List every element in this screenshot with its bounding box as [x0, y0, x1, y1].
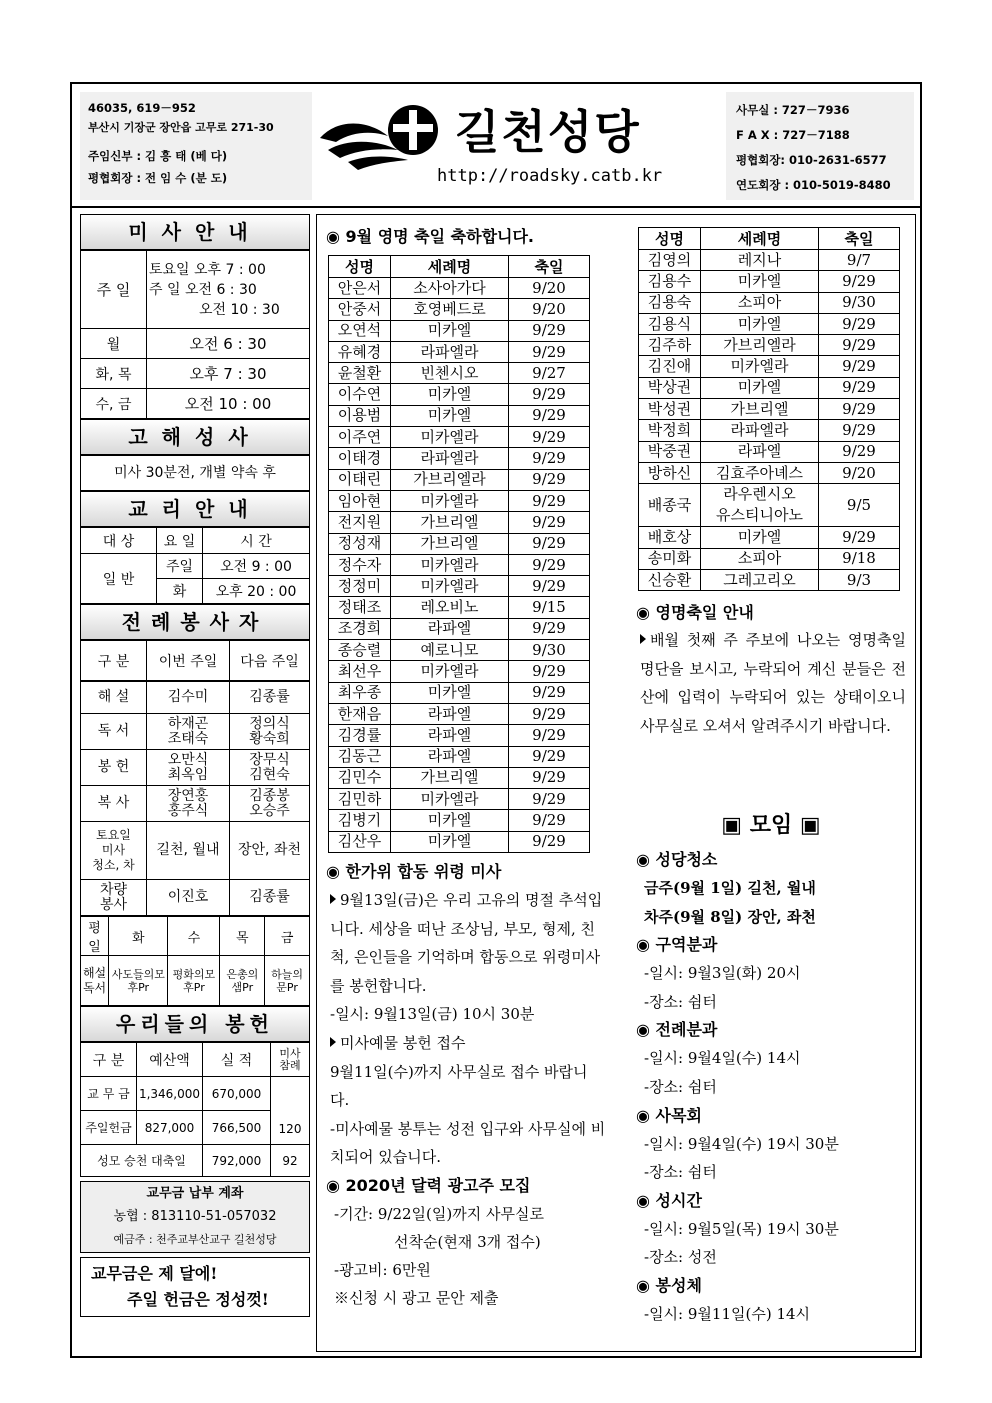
feast-day: 9/30: [509, 640, 590, 661]
feast-day: 9/29: [819, 377, 900, 398]
feast-name: 한재음: [329, 703, 391, 724]
feast-header: 세례명: [391, 256, 509, 278]
feast-baptismal-name: 라파엘라: [391, 448, 509, 469]
col-header: 다음 주일: [230, 641, 310, 681]
feast-name: 정수자: [329, 554, 391, 575]
offering-actual: 670,000: [203, 1077, 271, 1111]
feast-baptismal-name: 미카엘: [391, 831, 509, 852]
weekday-server: 사도들의모후Pr: [109, 956, 168, 1006]
confession-section-title: 고해성사: [80, 419, 310, 455]
feast-name: 방하신: [639, 462, 701, 483]
feast-day: 9/29: [509, 469, 590, 490]
homepage-link[interactable]: http://roadsky.catb.kr: [437, 166, 663, 186]
offering-attendance: [271, 1077, 310, 1145]
feast-name: 김용수: [639, 271, 701, 292]
feast-baptismal-name: 소피아: [701, 548, 819, 569]
meeting-item: [636, 1016, 906, 1101]
feast-info-text: [636, 626, 906, 740]
feast-baptismal-name: 가브리엘라: [701, 335, 819, 356]
feast-name: 배호상: [639, 527, 701, 548]
slogan-line: 주일 헌금은 정성껏!: [127, 1290, 269, 1309]
church-name: 길천성당: [455, 105, 641, 159]
feast-baptismal-name: 라파엘: [701, 441, 819, 462]
feast-name: 안중서: [329, 299, 391, 320]
youth-phone: 연도회장 : 010-5019-8480: [736, 178, 891, 192]
confession-text: 미사 30분전, 개별 약속 후: [80, 455, 310, 491]
header-right-box: [726, 92, 914, 200]
offering-actual: 766,500: [203, 1111, 271, 1145]
feast-day: 9/18: [819, 548, 900, 569]
chuseok-line: 9월11일(수)까지 사무실로 접수 바랍니다.: [330, 1062, 588, 1110]
feast-baptismal-name: 그레고리오: [701, 569, 819, 590]
left-column: [80, 214, 310, 1317]
server-this: 하재곤 조태숙: [147, 714, 230, 750]
feast-name: 종승렬: [329, 640, 391, 661]
feast-day: 9/29: [509, 405, 590, 426]
meeting-title: ◉ 구역분과: [636, 935, 718, 955]
catechism-target: 일 반: [81, 554, 157, 604]
feast-name: 김주하: [639, 335, 701, 356]
feast-header: 축일: [509, 256, 590, 278]
feast-day: 9/29: [819, 356, 900, 377]
calendar-line: -기간: 9/22일(일)까지 사무실로: [334, 1204, 544, 1223]
feast-day: 9/20: [509, 278, 590, 299]
mass-table: [80, 250, 310, 419]
feast-baptismal-name: 미카엘: [391, 320, 509, 341]
feast-day: 9/29: [509, 427, 590, 448]
feast-day: 9/29: [509, 576, 590, 597]
meeting-line: -일시: 9월4일(수) 19시 30분: [644, 1134, 839, 1153]
feast-name: 조경희: [329, 618, 391, 639]
server-next: 김종률: [230, 682, 310, 714]
feast-name: 이수연: [329, 384, 391, 405]
chuseok-text: [326, 886, 606, 1172]
header-divider: [70, 206, 922, 208]
feast-table-2: [638, 227, 900, 591]
catechism-day: 화: [157, 579, 203, 604]
feast-day: 9/29: [509, 831, 590, 852]
meeting-line: -장소: 성전: [644, 1248, 717, 1267]
feast-baptismal-name: 미카엘라: [391, 789, 509, 810]
feast-day: 9/29: [509, 533, 590, 554]
meeting-title: ▣ 모임 ▣: [721, 813, 821, 838]
feast-day: 9/29: [819, 441, 900, 462]
feast-baptismal-name: 김효주아녜스: [701, 462, 819, 483]
catechism-table: [80, 527, 310, 604]
feast-day: 9/29: [509, 448, 590, 469]
server-next: 정의식 황숙희: [230, 714, 310, 750]
server-this: 길천, 월내: [147, 822, 230, 880]
feast-day: 9/5: [819, 484, 900, 527]
meeting-line: -장소: 쉼터: [644, 992, 717, 1011]
feast-baptismal-name: 라파엘라: [391, 341, 509, 362]
feast-info-title: ◉ 영명축일 안내: [636, 603, 754, 622]
feast-name: 김병기: [329, 810, 391, 831]
server-role: 독 서: [81, 714, 147, 750]
feast-day: 9/7: [819, 250, 900, 271]
feast-day: 9/29: [509, 746, 590, 767]
meeting-line: -장소: 쉼터: [644, 1163, 717, 1182]
office-phone: 사무실 : 727－7936: [736, 103, 850, 117]
feast-day: 9/29: [509, 490, 590, 511]
offering-key: 성모 승천 대축일: [81, 1145, 203, 1177]
feast-baptismal-name: 가브리엘: [391, 767, 509, 788]
sunday-mass-line: 오전 10 : 30: [199, 301, 280, 318]
feast-name: 이태경: [329, 448, 391, 469]
mass-section-title: 미사안내: [80, 214, 310, 250]
chuseok-block: [326, 858, 606, 1312]
offering-table: [80, 1042, 310, 1177]
feast-table-1: [328, 255, 590, 853]
feast-name: 정태조: [329, 597, 391, 618]
feast-baptismal-name: 가브리엘: [391, 533, 509, 554]
attendance-count: 120: [278, 1122, 302, 1136]
meeting-item: [636, 846, 906, 931]
col-header: 구 분: [81, 641, 147, 681]
feast-title: ◉ 9월 영명 축일 축하합니다.: [326, 227, 535, 246]
feast-header: 축일: [819, 228, 900, 250]
feast-name: 김경률: [329, 725, 391, 746]
server-role: 복 사: [81, 786, 147, 822]
server-next: 장무식 김현숙: [230, 750, 310, 786]
feast-name: 이태린: [329, 469, 391, 490]
feast-baptismal-name: 빈첸시오: [391, 363, 509, 384]
feast-baptismal-name: 미카엘라: [701, 356, 819, 377]
server-next: 김종률: [230, 880, 310, 916]
catechism-day: 주일: [157, 554, 203, 579]
feast-name: 박상권: [639, 377, 701, 398]
mass-day: 월: [81, 329, 147, 359]
feast-name: 안은서: [329, 278, 391, 299]
feast-name: 김산우: [329, 831, 391, 852]
server-this: 이진호: [147, 880, 230, 916]
feast-baptismal-name: 가브리엘: [701, 399, 819, 420]
feast-name: 김진애: [639, 356, 701, 377]
feast-baptismal-name: 가브리엘: [391, 512, 509, 533]
feast-day: 9/29: [509, 512, 590, 533]
chuseok-line: 9월13일(금)은 우리 고유의 명절 추석입니다. 세상을 떠난 조상님, 부모, 형제, 친척, 은인들을 기억하며 합동으로 위령미사를 봉헌합니다.: [330, 891, 603, 995]
feast-day: 9/29: [509, 661, 590, 682]
council-chair: 평협회장 : 전 임 수 (분 도): [88, 171, 228, 185]
feast-name: 유혜경: [329, 341, 391, 362]
weekday-header: 금: [265, 917, 310, 956]
meeting-line: -일시: 9월3일(화) 20시: [644, 964, 801, 983]
feast-baptismal-name: 미카엘라: [391, 661, 509, 682]
meeting-title: ◉ 성시간: [636, 1190, 702, 1210]
account-title: 교무금 납부 계좌: [146, 1186, 244, 1201]
feast-name: 김민하: [329, 789, 391, 810]
feast-name: 김용숙: [639, 292, 701, 313]
meeting-title: ◉ 사목회: [636, 1105, 702, 1125]
feast-day: 9/29: [509, 725, 590, 746]
feast-baptismal-name: 소사아가다: [391, 278, 509, 299]
feast-baptismal-name: 미카엘라: [391, 554, 509, 575]
feast-name: 배종국: [639, 484, 701, 527]
server-this: 장연홍 홍주식: [147, 786, 230, 822]
weekday-server: 은총의샘Pr: [220, 956, 265, 1006]
weekday-header: 수: [168, 917, 220, 956]
meeting-item: [636, 1272, 906, 1329]
account-box: [80, 1181, 310, 1253]
server-role: 해 설: [81, 682, 147, 714]
triangle-bullet-icon: [640, 634, 646, 644]
feast-baptismal-name: 미카엘: [701, 271, 819, 292]
feast-day: 9/29: [509, 789, 590, 810]
feast-header: 성명: [329, 256, 391, 278]
meeting-item: [636, 1187, 906, 1272]
feast-day: 9/29: [509, 703, 590, 724]
calendar-line: -광고비: 6만원: [334, 1260, 431, 1279]
col-header: 요 일: [157, 528, 203, 554]
chuseok-line: 미사예물 봉헌 접수: [340, 1033, 466, 1052]
weekday-header: 목: [220, 917, 265, 956]
feast-name: 전지원: [329, 512, 391, 533]
meetings-list: [636, 846, 906, 1329]
feast-day: 9/29: [819, 527, 900, 548]
feast-name: 박중권: [639, 441, 701, 462]
feast-day: 9/29: [819, 335, 900, 356]
feast-baptismal-name: 미카엘: [391, 384, 509, 405]
feast-day: 9/29: [509, 618, 590, 639]
feast-baptismal-name: 미카엘라: [391, 427, 509, 448]
feast-baptismal-name: 라파엘: [391, 725, 509, 746]
feast-day: 9/30: [819, 292, 900, 313]
feast-day: 9/20: [819, 462, 900, 483]
feast-name: 김영의: [639, 250, 701, 271]
feast-day: 9/27: [509, 363, 590, 384]
feast-name: 이주연: [329, 427, 391, 448]
meeting-line: 차주(9월 8일) 장안, 좌천: [644, 907, 816, 926]
feast-name: 김용식: [639, 313, 701, 334]
feast-day: 9/29: [819, 399, 900, 420]
server-role: 토요일 미사 청소, 차: [81, 822, 147, 880]
feast-name: 최선우: [329, 661, 391, 682]
feast-baptismal-name: 라파엘: [391, 703, 509, 724]
feast-name: 김민수: [329, 767, 391, 788]
feast-day: 9/15: [509, 597, 590, 618]
calendar-line: ※신청 시 광고 문안 제출: [334, 1288, 499, 1307]
feast-baptismal-name: 소피아: [701, 292, 819, 313]
col-header: 이번 주일: [147, 641, 230, 681]
offering-key: 주일헌금: [81, 1111, 137, 1145]
server-role: 차량 봉사: [81, 880, 147, 916]
server-section-title: 전례봉사자: [80, 604, 310, 640]
feast-info-line: 배월 첫째 주 주보에 나오는 영명축일 명단을 보시고, 누락되어 계신 분들은 전산에 입력이 누락되어 있는 상태이오니 사무실로 오셔서 알려주시기 바랍니다.: [640, 631, 906, 735]
feast-baptismal-name: 미카엘: [391, 810, 509, 831]
feast-day: 9/20: [509, 299, 590, 320]
server-next: 장안, 좌천: [230, 822, 310, 880]
feast-baptismal-name: 라우렌시오 유스티니아노: [701, 484, 819, 527]
weekday-server: 평화의모후Pr: [168, 956, 220, 1006]
mass-time: 오후 7 : 30: [147, 359, 310, 389]
feast-day: 9/29: [509, 320, 590, 341]
server-role: 봉 헌: [81, 750, 147, 786]
feast-info-block: [636, 600, 906, 740]
col-header: 예산액: [137, 1043, 203, 1077]
meeting-title: ◉ 전례분과: [636, 1020, 718, 1040]
feast-day: 9/29: [509, 554, 590, 575]
weekday-table: [80, 916, 310, 1006]
feast-baptismal-name: 예로니모: [391, 640, 509, 661]
feast-baptismal-name: 미카엘: [701, 377, 819, 398]
feast-day: 9/29: [509, 810, 590, 831]
council-phone: 평협회장: 010-2631-6577: [736, 153, 887, 167]
col-header: 미사 참례: [271, 1043, 310, 1077]
chuseok-line: -미사예물 봉투는 성전 입구와 사무실에 비치되어 있습니다.: [330, 1119, 606, 1167]
header-left-box: [80, 92, 312, 200]
meeting-line: -일시: 9월11일(수) 14시: [644, 1304, 811, 1323]
server-this: 오만식 최옥임: [147, 750, 230, 786]
account-holder: 예금주 : 천주교부산교구 길천성당: [113, 1233, 277, 1246]
feast-name: 오연석: [329, 320, 391, 341]
server-next: 김종봉 오승주: [230, 786, 310, 822]
feast-name: 송미화: [639, 548, 701, 569]
feast-name: 박성권: [639, 399, 701, 420]
feast-name: 최우종: [329, 682, 391, 703]
offering-key: 교 무 금: [81, 1077, 137, 1111]
chuseok-title: ◉ 한가위 합동 위령 미사: [326, 862, 502, 881]
feast-day: 9/29: [509, 767, 590, 788]
offering-budget: 827,000: [137, 1111, 203, 1145]
feast-name: 신승환: [639, 569, 701, 590]
col-header: 구 분: [81, 1043, 137, 1077]
postcode: 46035, 619－952: [88, 101, 196, 115]
offering-budget: 1,346,000: [137, 1077, 203, 1111]
meeting-item: [636, 1102, 906, 1187]
feast-name: 정정미: [329, 576, 391, 597]
mass-time: 오전 6 : 30: [147, 329, 310, 359]
feast-baptismal-name: 가브리엘라: [391, 469, 509, 490]
chuseok-line: -일시: 9월13일(금) 10시 30분: [330, 1005, 535, 1024]
mass-day: 수, 금: [81, 389, 147, 419]
account-number: 농협 : 813110-51-057032: [113, 1209, 277, 1224]
feast-name: 박정희: [639, 420, 701, 441]
feast-name: 윤철환: [329, 363, 391, 384]
meeting-line: -일시: 9월5일(목) 19시 30분: [644, 1219, 839, 1238]
calendar-line: 선착순(현재 3개 접수): [394, 1232, 541, 1251]
sunday-mass-line: 토요일 오후 7 : 00: [149, 261, 266, 278]
calendar-text: [326, 1200, 606, 1312]
server-this: 김수미: [147, 682, 230, 714]
meeting-line: 금주(9월 1일) 길천, 월내: [644, 879, 816, 897]
mass-day: 화, 목: [81, 359, 147, 389]
col-header: 실 적: [203, 1043, 271, 1077]
offering-actual: 792,000: [203, 1145, 271, 1177]
triangle-bullet-icon: [330, 894, 336, 904]
offering-section-title: 우리들의 봉헌: [80, 1006, 310, 1042]
feast-header: 세례명: [701, 228, 819, 250]
catechism-time: 오후 20 : 00: [203, 579, 310, 604]
feast-baptismal-name: 미카엘: [391, 682, 509, 703]
feast-baptismal-name: 미카엘라: [391, 490, 509, 511]
slogan-line: 교무금은 제 달에!: [91, 1264, 218, 1283]
feast-day: 9/29: [509, 682, 590, 703]
catechism-time: 오전 9 : 00: [203, 554, 310, 579]
feast-baptismal-name: 미카엘라: [391, 576, 509, 597]
feast-name: 정성재: [329, 533, 391, 554]
feast-day: 9/29: [819, 313, 900, 334]
fax-number: F A X : 727－7188: [736, 128, 850, 142]
server-rows: [80, 681, 310, 916]
feast-name: 김동근: [329, 746, 391, 767]
feast-baptismal-name: 라파엘: [391, 746, 509, 767]
slogan-box: [80, 1257, 310, 1317]
attendance-count: 92: [271, 1145, 310, 1177]
feast-baptismal-name: 미카엘: [701, 527, 819, 548]
col-header: 시 간: [203, 528, 310, 554]
weekday-header: 화: [109, 917, 168, 956]
feast-baptismal-name: 라파엘: [391, 618, 509, 639]
feast-baptismal-name: 미카엘: [391, 405, 509, 426]
feast-baptismal-name: 미카엘: [701, 313, 819, 334]
meeting-line: -일시: 9월4일(수) 14시: [644, 1049, 801, 1068]
feast-name: 이용범: [329, 405, 391, 426]
meeting-title: ◉ 봉성체: [636, 1275, 702, 1295]
meeting-item: [636, 931, 906, 1016]
calendar-title: ◉ 2020년 달력 광고주 모집: [326, 1175, 531, 1195]
sunday-label: 주 일: [81, 251, 147, 329]
feast-baptismal-name: 호영베드로: [391, 299, 509, 320]
feast-day: 9/29: [819, 271, 900, 292]
meeting-line: -장소: 쉼터: [644, 1077, 717, 1096]
pastor: 주임신부 : 김 흥 태 (베 다): [88, 149, 228, 163]
server-table: [80, 640, 310, 681]
feast-header: 성명: [639, 228, 701, 250]
church-logo-icon: [318, 98, 450, 172]
feast-baptismal-name: 레지나: [701, 250, 819, 271]
catechism-section-title: 교리안내: [80, 491, 310, 527]
sunday-mass-line: 주 일 오전 6 : 30: [149, 281, 257, 298]
triangle-bullet-icon: [330, 1037, 336, 1047]
address: 부산시 기장군 장안읍 고무로 271-30: [88, 121, 274, 134]
feast-baptismal-name: 레오비노: [391, 597, 509, 618]
meeting-title: ◉ 성당청소: [636, 850, 718, 869]
col-header: 대 상: [81, 528, 157, 554]
weekday-server: 하늘의문Pr: [265, 956, 310, 1006]
feast-day: 9/3: [819, 569, 900, 590]
feast-day: 9/29: [509, 341, 590, 362]
feast-baptismal-name: 라파엘라: [701, 420, 819, 441]
feast-name: 임아현: [329, 490, 391, 511]
weekday-header: 평일: [81, 917, 109, 956]
weekday-label: 해설 독서: [81, 956, 109, 1006]
mass-time: 오전 10 : 00: [147, 389, 310, 419]
feast-day: 9/29: [819, 420, 900, 441]
feast-day: 9/29: [509, 384, 590, 405]
